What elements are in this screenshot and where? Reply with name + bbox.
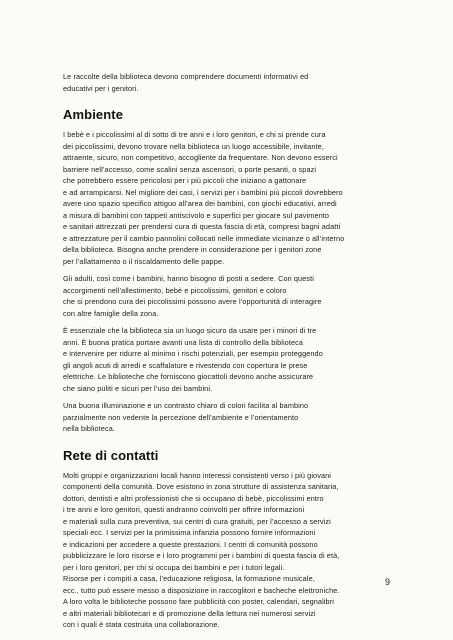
section-heading-rete-di-contatti: Rete di contatti xyxy=(63,447,159,463)
text-line: I bebè e i piccolissimi al di sotto di tre anni e i loro genitori, e chi si prende cura xyxy=(63,130,326,139)
text-line: pubblicizzare le loro risorse e i loro programmi per i bambini di questa fascia di età, xyxy=(63,551,340,560)
text-line: e intervenire per ridurre al minimo i rischi potenziali, per esempio proteggendo xyxy=(63,349,323,358)
text-line: e indicazioni per accedere a queste prestazioni. I centri di comunità possono xyxy=(63,539,318,549)
text-line: Molti gruppi e organizzazioni locali hanno interessi consistenti verso i più giovani xyxy=(63,470,331,480)
text-line: educativi per i genitori. xyxy=(63,83,139,93)
paragraph xyxy=(63,470,398,631)
text-line: per l’allattamento o il riscaldamento delle pappe. xyxy=(63,256,225,266)
text-line: A loro volta le biblioteche possono fare pubblicità con poster, calendari, segnalibri xyxy=(63,597,334,606)
text-line: È essenziale che la biblioteca sia un luogo sicuro da usare per i minori di tre xyxy=(63,326,317,335)
text-line: speciali ecc. I servizi per la primissima infanzia possono fornire informazioni xyxy=(63,528,316,537)
text-line: ecc., tutto può essere messo a disposizione in raccoglitori e bacheche elettroniche. xyxy=(63,585,340,595)
text-line: gli angoli acuti di arredi e scaffalature e rivestendo con copertura le prese xyxy=(63,360,308,370)
section-heading-ambiente: Ambiente xyxy=(63,107,124,122)
text-line: dottori, dentisti e altri professionisti che si occupano di bebè, piccolissimi entro xyxy=(63,493,324,503)
text-line: Risorse per i compiti a casa, l’educazione religiosa, la formazione musicale, xyxy=(63,574,315,583)
text-line: che si prendono cura dei piccolissimi possono avere l’opportunità di interagire xyxy=(63,297,322,306)
text-line: e attrezzature per il cambio pannolini collocati nelle immediate vicinanze o all’interno xyxy=(63,233,345,243)
text-line: e sanitari attrezzati per prendersi cura di questa fascia di età, compresi bagni adatti xyxy=(63,222,341,231)
text-line: Le raccolte della biblioteca devono comprendere documenti informativi ed xyxy=(63,72,309,81)
text-line: parzialmente non vedente la percezione dell’ambiente e l’orientamento xyxy=(63,412,299,422)
paragraph xyxy=(63,129,398,267)
page-number: 9 xyxy=(385,577,391,587)
text-line: accorgimenti nell’allestimento, bebè e piccolissimi, genitori e coloro xyxy=(63,285,287,295)
text-line: elettriche. Le biblioteche che forniscono giocattoli devono anche assicurare xyxy=(63,372,314,381)
paragraph xyxy=(63,273,398,319)
text-line: della biblioteca. Bisogna anche prendere in considerazione per i genitori zone xyxy=(63,245,322,254)
text-line: che siano puliti e sicuri per l’uso dei bambini. xyxy=(63,383,213,393)
text-line: con altre famiglie della zona. xyxy=(63,308,159,318)
page-body xyxy=(63,71,398,637)
text-line: Gli adulti, così come i bambini, hanno bisogno di posti a sedere. Con questi xyxy=(63,274,314,283)
text-line: Una buona illuminazione e un contrasto chiaro di colori facilita al bambino xyxy=(63,401,309,410)
text-line: componenti della comunità. Dove esistono in zona strutture di assistenza sanitaria, xyxy=(63,482,339,491)
text-line: attraente, sicuro, non competitivo, accogliente da frequentare. Non devono esserci xyxy=(63,153,338,162)
paragraph xyxy=(63,325,398,394)
text-line: anni. È buona pratica portare avanti una lista di controllo della biblioteca xyxy=(63,337,304,347)
text-line: barriere nell’accesso, come scalini senza ascensori, o porte pesanti, o spazi xyxy=(63,164,317,174)
text-line: a misura di bambini con tappeti antiscivolo e superfici per giocare sul pavimento xyxy=(63,210,330,220)
text-line: e altri materiali bibliotecari e di promozione della lettura nei numerosi servizi xyxy=(63,608,316,618)
text-line: e ad arrampicarsi. Nel migliore dei casi, i servizi per i bambini più piccoli dovrebbero xyxy=(63,187,343,197)
intro-paragraph xyxy=(63,71,398,94)
text-line: e materiali sulla cura preventiva, sui centri di cura gratuiti, per l’accesso a servizi xyxy=(63,516,331,526)
text-line: avere uno spazio specifico attiguo all’area dei bambini, con giochi educativi, arredi xyxy=(63,199,337,208)
text-line: dei piccolissimi, devono trovare nella biblioteca un luogo accessibile, invitante, xyxy=(63,141,324,151)
text-line: con i quali è stata costruita una collaborazione. xyxy=(63,620,220,629)
paragraph xyxy=(63,400,398,435)
text-line: nella biblioteca. xyxy=(63,424,116,433)
text-line: che potrebbero essere pericolosi per i più piccoli che iniziano a gattonare xyxy=(63,176,307,185)
text-line: per i loro genitori, per chi si occupa dei bambini e per i tutori legali. xyxy=(63,562,285,572)
text-line: i tre anni e loro genitori, questi andranno coinvolti per offrire informazioni xyxy=(63,505,305,514)
